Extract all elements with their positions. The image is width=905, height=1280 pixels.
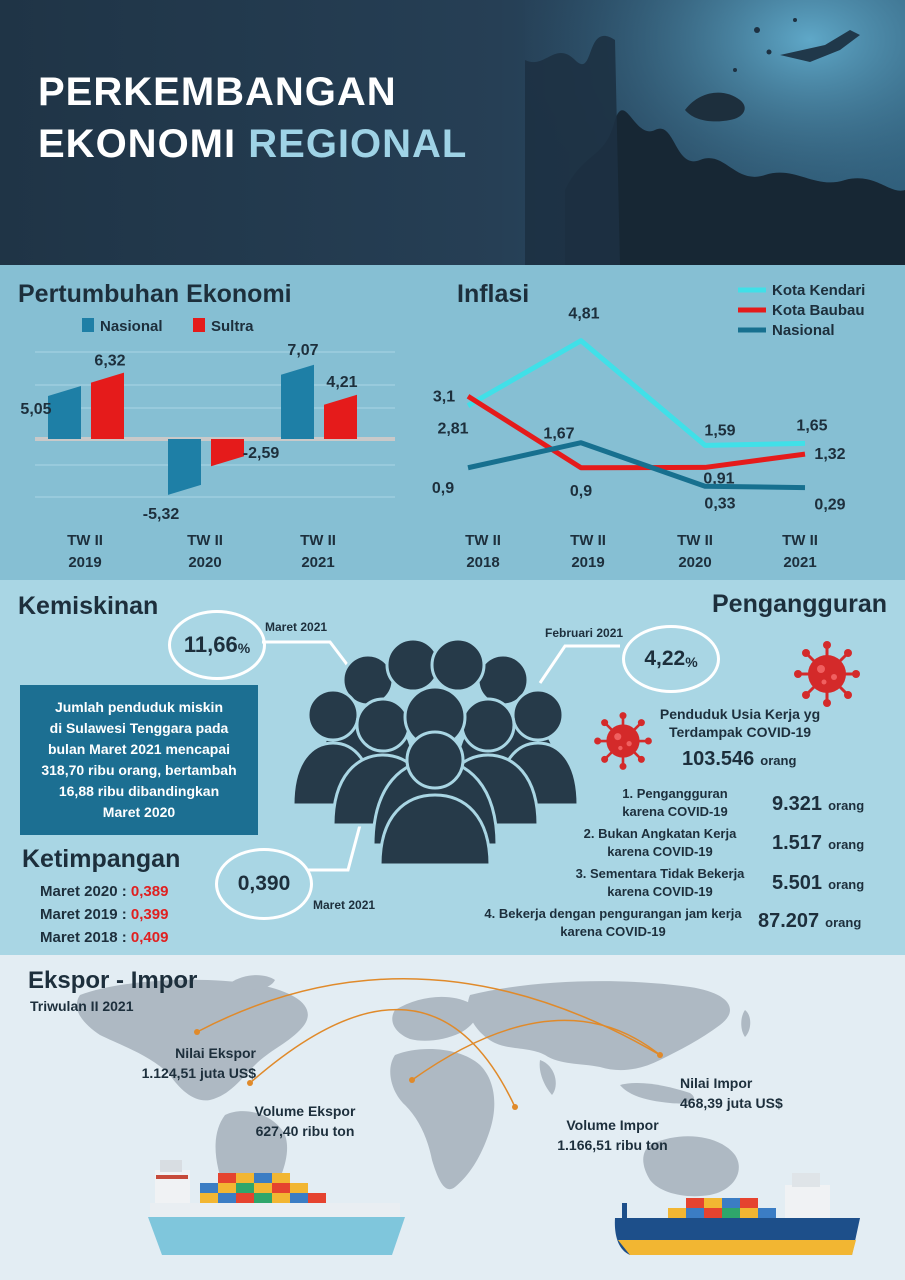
legend-label-kendari: Kota Kendari bbox=[772, 282, 866, 299]
cargo-ship-right-icon bbox=[615, 1173, 860, 1255]
growth-bar-nasional-2 bbox=[168, 439, 201, 495]
inflation-cat-4-line2: 2021 bbox=[783, 554, 817, 571]
export-volume-block: Volume Ekspor 627,40 ribu ton bbox=[254, 1103, 356, 1139]
legend-swatch-nasional bbox=[82, 318, 94, 332]
unemp-item-4-label: 4. Bekerja dengan pengurangan jam kerja karena COVID-19 bbox=[484, 906, 742, 939]
inflation-label-kendari-2: 4,81 bbox=[568, 305, 600, 323]
growth-value-label-3: -5,32 bbox=[142, 505, 180, 523]
inflation-line-chart bbox=[431, 265, 905, 580]
unemployment-date: Februari 2021 bbox=[545, 626, 624, 640]
growth-value-label-1: 5,05 bbox=[20, 400, 52, 418]
legend-label-sultra: Sultra bbox=[211, 318, 254, 335]
unemp-item-3-label: 3. Sementara Tidak Bekerja karena COVID-19 bbox=[575, 866, 745, 899]
poverty-desc-line5: 16,88 ribu dibandingkan bbox=[58, 783, 220, 799]
poverty-desc-line2: di Sulawesi Tenggara pada bbox=[49, 720, 229, 736]
people-group-icon bbox=[288, 635, 588, 865]
inflation-title: Inflasi bbox=[457, 280, 530, 308]
import-volume-block: Volume Impor 1.166,51 ribu ton bbox=[557, 1117, 668, 1153]
growth-value-label-5: 7,07 bbox=[287, 341, 319, 359]
poverty-desc-line4: 318,70 ribu orang, bertambah bbox=[41, 762, 237, 778]
affected-label: Penduduk Usia Kerja yg Terdampak COVID-19 bbox=[659, 706, 821, 740]
inflation-label-nasional-1: 0,9 bbox=[431, 479, 455, 497]
underwater-illustration bbox=[525, 0, 905, 265]
unemployment-title: Pengangguran bbox=[711, 590, 887, 618]
growth-inflation-section bbox=[0, 265, 905, 580]
virus-icon bbox=[795, 642, 859, 706]
unemp-item-3-value: 5.501 orang bbox=[772, 872, 865, 894]
inflation-cat-1-line2: 2018 bbox=[466, 554, 500, 571]
header-banner bbox=[0, 0, 905, 265]
poverty-title: Kemiskinan bbox=[18, 592, 159, 620]
page-title-line1: PERKEMBANGAN bbox=[38, 70, 397, 114]
trade-subtitle: Triwulan II 2021 bbox=[30, 998, 134, 1014]
inflation-cat-3-line2: 2020 bbox=[678, 554, 712, 571]
growth-cat-1-line2: 2019 bbox=[68, 554, 102, 571]
inflation-label-kendari-1: 2,81 bbox=[437, 420, 469, 438]
cargo-ship-left-icon bbox=[148, 1160, 405, 1255]
inflation-label-nasional-2: 1,67 bbox=[543, 425, 575, 443]
growth-bar-nasional-1 bbox=[48, 386, 81, 439]
unemployment-value-oval bbox=[622, 625, 720, 693]
legend-swatch-sultra bbox=[193, 318, 205, 332]
legend-label-nasional: Nasional bbox=[100, 318, 163, 335]
unemp-item-4-value: 87.207 orang bbox=[758, 910, 862, 932]
import-value-block: Nilai Impor 468,39 juta US$ bbox=[680, 1075, 783, 1111]
inflation-cat-3-line1: TW II bbox=[677, 532, 713, 549]
unemp-item-1-label: 1. Pengangguran karena COVID-19 bbox=[622, 786, 728, 819]
inflation-label-baubau-3: 0,91 bbox=[703, 470, 735, 488]
affected-total: 103.546 orang bbox=[682, 748, 797, 770]
unemp-item-2-value: 1.517 orang bbox=[772, 832, 865, 854]
inflation-label-kendari-4: 1,65 bbox=[796, 417, 828, 435]
growth-cat-1-line1: TW II bbox=[67, 532, 103, 549]
inequality-row-3: Maret 2018 : 0,409 bbox=[40, 929, 169, 946]
growth-title: Pertumbuhan Ekonomi bbox=[18, 280, 292, 308]
poverty-desc-line6: Maret 2020 bbox=[102, 804, 176, 820]
growth-cat-3-line2: 2021 bbox=[301, 554, 335, 571]
unemployment-unit: % bbox=[685, 654, 698, 670]
inequality-row-1: Maret 2020 : 0,389 bbox=[40, 883, 169, 900]
poverty-value-oval bbox=[168, 610, 266, 680]
inflation-label-kendari-3: 1,59 bbox=[704, 422, 736, 440]
growth-value-label-4: -2,59 bbox=[242, 445, 280, 463]
page-title-line2: EKONOMI REGIONAL bbox=[38, 122, 468, 166]
inflation-label-nasional-3: 0,33 bbox=[704, 495, 736, 513]
inflation-cat-2-line2: 2019 bbox=[571, 554, 605, 571]
inflation-label-baubau-1: 3,1 bbox=[432, 388, 456, 406]
poverty-desc-line3: bulan Maret 2021 mencapai bbox=[47, 741, 231, 757]
trade-title: Ekspor - Impor bbox=[28, 967, 198, 994]
export-import-section bbox=[0, 955, 905, 1280]
inflation-cat-2-line1: TW II bbox=[570, 532, 606, 549]
inflation-label-baubau-2: 0,9 bbox=[569, 482, 593, 500]
poverty-date: Maret 2021 bbox=[265, 620, 328, 634]
social-indicators-section bbox=[0, 580, 905, 955]
growth-value-label-2: 6,32 bbox=[94, 352, 126, 370]
unemp-item-2-label: 2. Bukan Angkatan Kerja karena COVID-19 bbox=[583, 826, 737, 859]
growth-bar-nasional-3 bbox=[281, 365, 314, 439]
legend-label-nasional-inflasi: Nasional bbox=[772, 322, 835, 339]
inequality-value: 0,390 bbox=[237, 872, 291, 895]
poverty-desc-line1: Jumlah penduduk miskin bbox=[54, 699, 223, 715]
growth-value-label-6: 4,21 bbox=[326, 373, 358, 391]
inflation-label-baubau-4: 1,32 bbox=[814, 446, 846, 464]
inequality-row-2: Maret 2019 : 0,399 bbox=[40, 906, 169, 923]
poverty-description-box bbox=[20, 685, 258, 835]
export-value-block: Nilai Ekspor 1.124,51 juta US$ bbox=[141, 1045, 256, 1081]
poverty-unit: % bbox=[237, 640, 251, 656]
inequality-date: Maret 2021 bbox=[313, 898, 376, 912]
inflation-cat-4-line1: TW II bbox=[782, 532, 818, 549]
growth-bar-sultra-1 bbox=[91, 373, 124, 439]
poverty-value: 11,66 bbox=[183, 632, 238, 657]
growth-cat-2-line2: 2020 bbox=[188, 554, 222, 571]
legend-label-baubau: Kota Baubau bbox=[772, 302, 865, 319]
growth-bar-chart bbox=[0, 265, 420, 580]
world-map bbox=[0, 955, 905, 1280]
inflation-label-nasional-4: 0,29 bbox=[814, 496, 846, 514]
growth-bar-sultra-2 bbox=[211, 439, 244, 466]
growth-cat-2-line1: TW II bbox=[187, 532, 223, 549]
unemp-item-1-value: 9.321 orang bbox=[772, 793, 865, 815]
unemployment-value: 4,22 bbox=[644, 647, 686, 670]
inequality-title: Ketimpangan bbox=[22, 845, 181, 873]
growth-bar-sultra-3 bbox=[324, 395, 357, 439]
inequality-value-oval bbox=[215, 848, 313, 920]
inflation-cat-1-line1: TW II bbox=[465, 532, 501, 549]
growth-cat-3-line1: TW II bbox=[300, 532, 336, 549]
